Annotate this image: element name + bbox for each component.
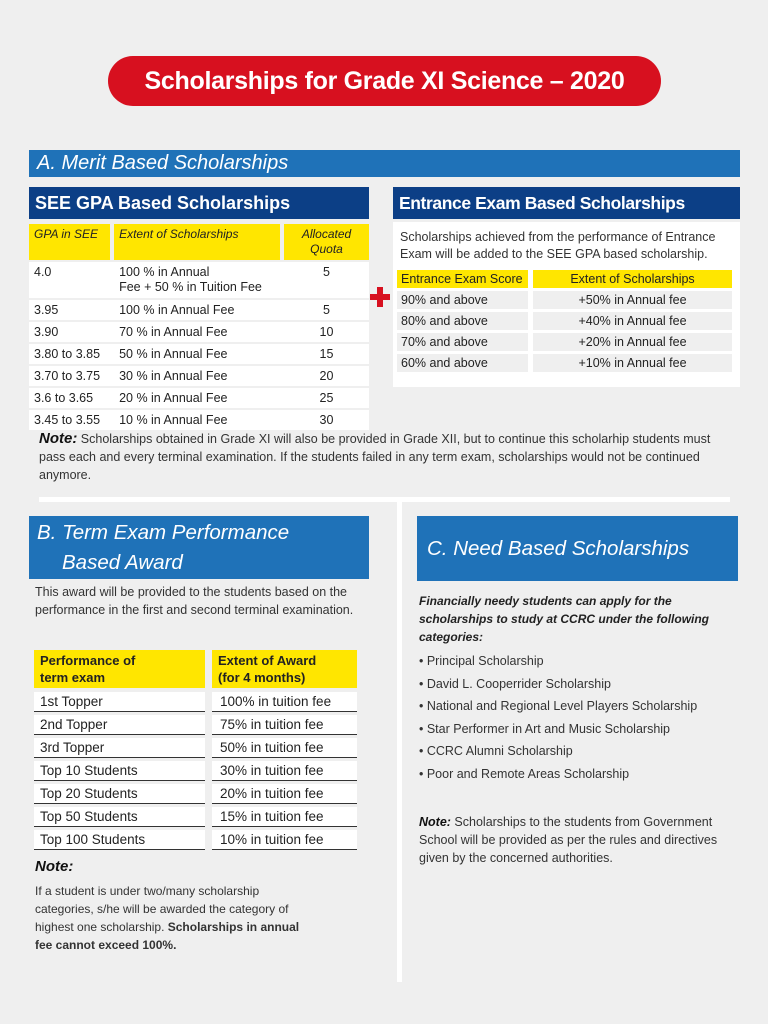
entrance-heading [393, 187, 740, 219]
extent-value: 10 % in Annual Fee [114, 410, 280, 430]
award-value: 100% in tuition fee [212, 692, 357, 712]
award-note-label: Note: [35, 858, 74, 875]
extent-value: +50% in Annual fee [533, 291, 732, 309]
award-note-bold: Scholarships in annual fee cannot exceed 100%. [35, 920, 300, 952]
section-a-heading-text: A. Merit Based Scholarships [37, 152, 289, 174]
gpa-value: 3.70 to 3.75 [29, 366, 110, 386]
section-b-heading [29, 516, 369, 579]
need-note-text: Scholarships to the students from Government School will be provided as per the rules and directives given by the concerned authorities. [419, 815, 718, 865]
performance-col-header-line-1: Performance of [40, 653, 136, 668]
award-table [34, 650, 357, 853]
vertical-divider [397, 502, 402, 982]
table-row [29, 364, 369, 386]
quota-col-header: Allocated Quota [284, 224, 369, 260]
gpa-value: 3.80 to 3.85 [29, 344, 110, 364]
quota-value: 5 [284, 300, 369, 320]
section-a-heading [29, 150, 740, 177]
table-row [397, 354, 732, 372]
score-value: 60% and above [397, 354, 528, 372]
award-value: 20% in tuition fee [212, 784, 357, 804]
table-row [34, 784, 357, 804]
extent-value: 20 % in Annual Fee [114, 388, 280, 408]
score-value: 70% and above [397, 333, 528, 351]
merit-note-text: Scholarships obtained in Grade XI will also be provided in Grade XII, but to continue this scholarhip students must pass each and every terminal examination. If the students failed in any term exam, scholarships would not be continued anymore. [39, 432, 711, 482]
page-title [108, 56, 661, 106]
quota-value: 5 [284, 262, 369, 298]
table-row [29, 260, 369, 298]
section-c-heading-text: C. Need Based Scholarships [427, 536, 690, 560]
award-value: 75% in tuition fee [212, 715, 357, 735]
award-col-header [212, 650, 357, 688]
gpa-value: 3.6 to 3.65 [29, 388, 110, 408]
entrance-heading-text: Entrance Exam Based Scholarships [399, 192, 685, 213]
list-item: • CCRC Alumni Scholarship [419, 744, 573, 758]
list-item: • National and Regional Level Players Scholarship [419, 699, 698, 713]
table-row [29, 386, 369, 408]
table-row [397, 312, 732, 330]
quota-value: 15 [284, 344, 369, 364]
list-item: • David L. Cooperrider Scholarship [419, 676, 611, 691]
extent-value: +40% in Annual fee [533, 312, 732, 330]
performance-col-header-line-2: term exam [40, 670, 106, 685]
award-value: 10% in tuition fee [212, 830, 357, 850]
quota-value: 25 [284, 388, 369, 408]
extent-value: 30 % in Annual Fee [114, 366, 280, 386]
section-b-intro: This award will be provided to the students based on the performance in the first and second terminal examination. [35, 585, 354, 617]
table-row [29, 342, 369, 364]
need-note-label: Note: [419, 815, 451, 829]
gpa-heading-text: SEE GPA Based Scholarships [35, 192, 291, 213]
table-row [34, 807, 357, 827]
quota-value: 20 [284, 366, 369, 386]
horizontal-divider [39, 497, 730, 502]
section-b-heading-line-1: B. Term Exam Performance [37, 521, 290, 544]
extent-value: 70 % in Annual Fee [114, 322, 280, 342]
section-b-heading-line-2: Based Award [62, 551, 183, 574]
gpa-value: 3.90 [29, 322, 110, 342]
extent-line-1: 100 % in Annual [119, 265, 210, 279]
merit-note [39, 430, 739, 484]
list-item: • Star Performer in Art and Music Scholarship [419, 721, 671, 736]
award-value: 30% in tuition fee [212, 761, 357, 781]
need-based-list [419, 650, 739, 785]
table-row [34, 738, 357, 758]
performance-value: Top 10 Students [34, 761, 205, 781]
table-row [29, 320, 369, 342]
plus-icon [368, 285, 392, 309]
performance-value: 2nd Topper [34, 715, 205, 735]
section-c-intro: Financially needy students can apply for the scholarships to study at CCRC under the following categories: [419, 594, 710, 644]
extent-value: 100 % in Annual Fee [114, 300, 280, 320]
gpa-table-body [29, 260, 369, 430]
extent-value: 50 % in Annual Fee [114, 344, 280, 364]
table-row [397, 291, 732, 309]
table-row [29, 298, 369, 320]
performance-value: Top 20 Students [34, 784, 205, 804]
extent-line-2: Fee + 50 % in Tuition Fee [119, 280, 262, 294]
entrance-table [397, 270, 732, 375]
extent-col-header: Extent of Scholarships [114, 224, 280, 260]
performance-value: Top 50 Students [34, 807, 205, 827]
list-item: • Principal Scholarship [419, 654, 544, 668]
gpa-value: 4.0 [29, 262, 110, 298]
award-table-header [34, 650, 357, 688]
section-c-heading [417, 516, 738, 581]
table-row [34, 715, 357, 735]
page-title-text: Scholarships for Grade XI Science – 2020 [144, 66, 625, 95]
gpa-table [29, 224, 369, 430]
score-value: 90% and above [397, 291, 528, 309]
gpa-heading [29, 187, 369, 219]
gpa-value: 3.45 to 3.55 [29, 410, 110, 430]
extent-col-header: Extent of Scholarships [533, 270, 732, 288]
award-note [35, 882, 305, 954]
list-item: • Poor and Remote Areas Scholarship [419, 766, 630, 781]
extent-value: +10% in Annual fee [533, 354, 732, 372]
table-row [34, 761, 357, 781]
table-row [29, 408, 369, 430]
award-note-text: If a student is under two/many scholarship categories, s/he will be awarded the category of highest one scholarship. [35, 884, 289, 934]
gpa-table-header [29, 224, 369, 260]
table-row [397, 333, 732, 351]
extent-value [114, 262, 280, 298]
table-row [34, 692, 357, 712]
score-col-header: Entrance Exam Score [397, 270, 528, 288]
performance-value: 3rd Topper [34, 738, 205, 758]
entrance-box [393, 222, 740, 387]
performance-value: Top 100 Students [34, 830, 205, 850]
quota-value: 10 [284, 322, 369, 342]
gpa-col-header: GPA in SEE [29, 224, 110, 260]
merit-note-label: Note: [39, 430, 78, 447]
gpa-value: 3.95 [29, 300, 110, 320]
performance-value: 1st Topper [34, 692, 205, 712]
need-note [419, 813, 739, 867]
performance-col-header [34, 650, 205, 688]
award-value: 15% in tuition fee [212, 807, 357, 827]
table-row [34, 830, 357, 850]
entrance-table-header [397, 270, 732, 288]
extent-value: +20% in Annual fee [533, 333, 732, 351]
quota-value: 30 [284, 410, 369, 430]
award-col-header-line-1: Extent of Award [218, 653, 317, 668]
score-value: 80% and above [397, 312, 528, 330]
award-col-header-line-2: (for 4 months) [218, 670, 306, 685]
award-value: 50% in tuition fee [212, 738, 357, 758]
entrance-description: Scholarships achieved from the performance of Entrance Exam will be added to the SEE GPA based scholarship. [400, 230, 716, 261]
